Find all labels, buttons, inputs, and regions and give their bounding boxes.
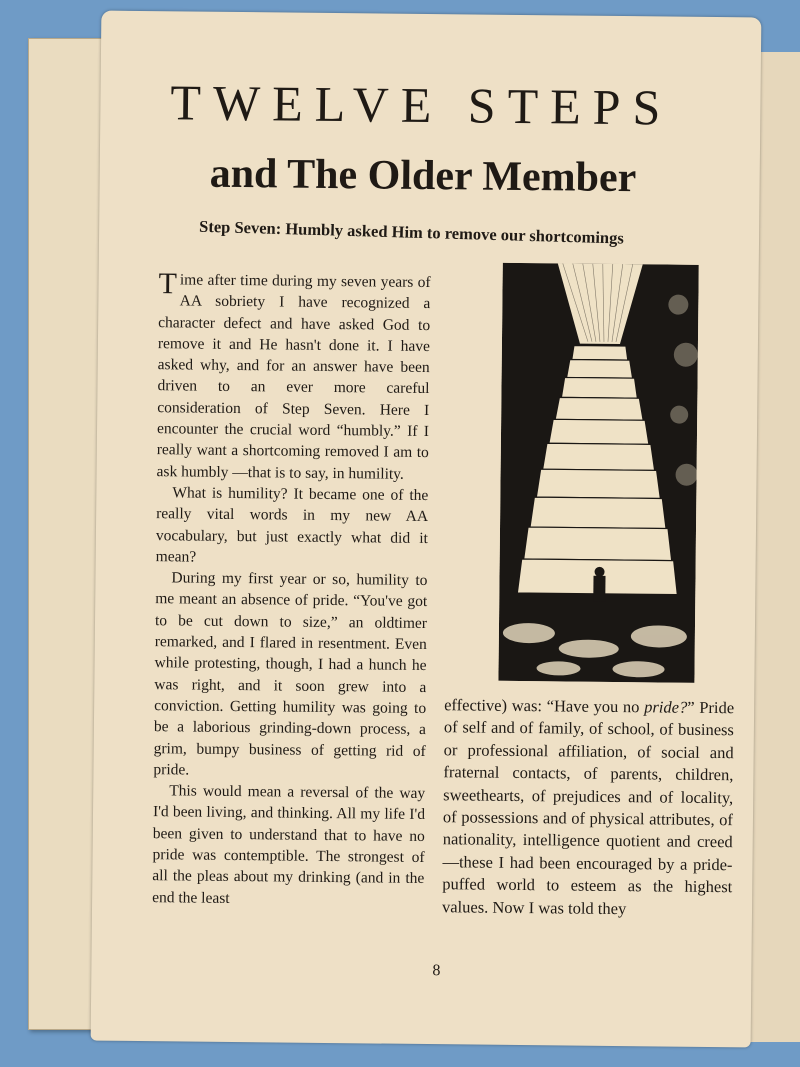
paragraph-1 <box>156 269 430 485</box>
paragraph-4: This would mean a reversal of the way I'd been living, and thinking. All my life I'd been given to understand that to have no pride was contemptible. The strongest of all the pleas about my drinking (and in the end the least <box>152 782 426 907</box>
staircase-to-light-icon <box>498 263 698 683</box>
drop-cap: T <box>158 267 178 301</box>
right-text-rest: ” Pride of self and of family, of school, of business or professional affiliation, of social and fraternal contacts, of parents, children, sweethearts, of prejudices and of locality, of possessions and of physical attributes, of nationality, intelligence quotient and creed—these I had been encouraged by a pride-puffed world to esteem as the highest values. Now I was told they <box>441 697 735 918</box>
page-title: TWELVE STEPS <box>170 74 673 136</box>
page-subtitle: and The Older Member <box>209 150 637 202</box>
booklet-page <box>91 11 762 1048</box>
paragraph-3: During my first year or so, humility to me meant an absence of pride. “You've got to be cut down to size,” an oldtimer remarked, and I flared in resentment. Even while protesting, though, I had a hunch he was right, and it soon grew into a conviction. Getting humility was going to be a laborious grinding-down process, a grim, bumpy business of getting rid of pride. <box>153 569 428 779</box>
paragraph-2: What is humility? It became one of the really vital words in my new AA vocabulary, but just exactly what did it mean? <box>155 484 429 566</box>
page-number: 8 <box>432 962 441 980</box>
step-heading: Step Seven: Humbly asked Him to remove our shortcomings <box>198 216 625 248</box>
right-paragraph <box>442 694 734 921</box>
article-left-column <box>152 269 431 911</box>
right-text-start: effective) was: “Have you no <box>444 695 645 717</box>
right-italic-word: pride? <box>644 697 688 717</box>
paragraph-1-text: ime after time during my seven years of AA sobriety I have recognized a character defect and have asked God to remove it and He hasn't done it. I have asked why, and for an answer have been driven to an ever more careful consideration of Step Seven. Here I encounter the crucial word “humbly.” If I really want a shortcoming removed I am to ask humbly —that is to say, in humility. <box>156 271 431 483</box>
article-right-column <box>442 694 734 921</box>
